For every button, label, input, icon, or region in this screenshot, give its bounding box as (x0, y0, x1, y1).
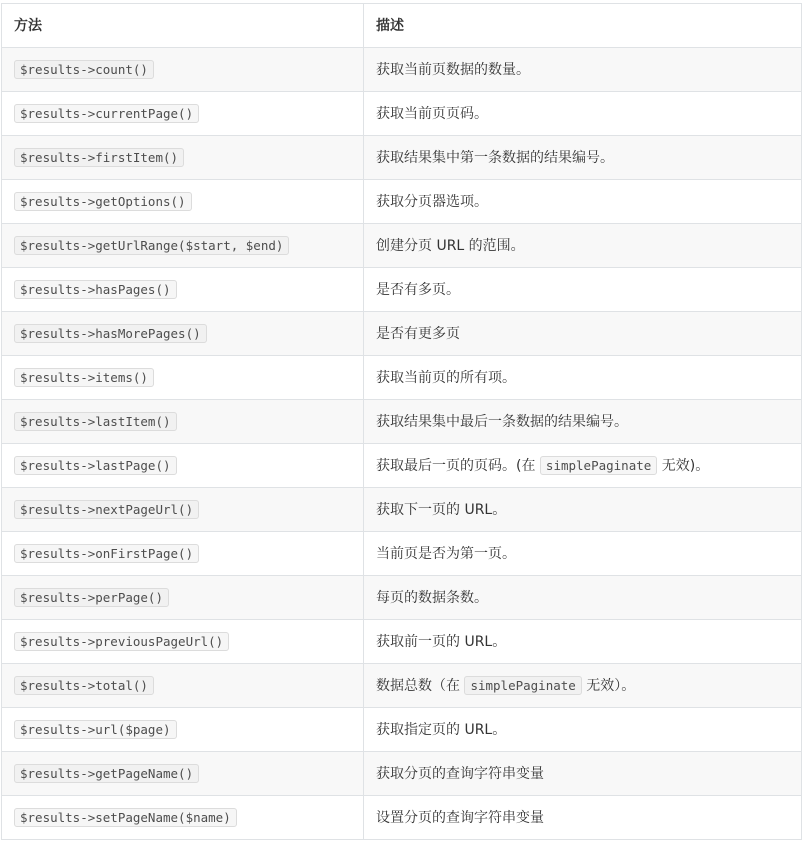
description-text: 获取分页的查询字符串变量 (376, 765, 544, 782)
table-row (2, 180, 802, 224)
method-cell (2, 532, 364, 576)
method-cell (2, 444, 364, 488)
method-code: $results->getPageName() (14, 764, 199, 783)
table-row (2, 444, 802, 488)
method-cell (2, 48, 364, 92)
description-cell (364, 708, 802, 752)
method-cell (2, 620, 364, 664)
method-cell (2, 400, 364, 444)
description-text: 每页的数据条数。 (376, 589, 488, 606)
table-row (2, 752, 802, 796)
method-cell (2, 488, 364, 532)
description-text: 获取结果集中第一条数据的结果编号。 (376, 149, 614, 166)
description-text: 是否有更多页 (376, 325, 460, 342)
description-text: 获取当前页数据的数量。 (376, 61, 530, 78)
method-code: $results->hasMorePages() (14, 324, 207, 343)
description-cell (364, 312, 802, 356)
table-row (2, 664, 802, 708)
method-code: $results->lastItem() (14, 412, 177, 431)
description-text: 获取当前页的所有项。 (376, 369, 516, 386)
table-row (2, 224, 802, 268)
table-row (2, 488, 802, 532)
method-cell (2, 356, 364, 400)
description-text: 获取最后一页的页码。(在 (376, 457, 540, 474)
method-cell (2, 224, 364, 268)
header-method: 方法 (2, 4, 364, 48)
method-code: $results->onFirstPage() (14, 544, 199, 563)
table-body (2, 48, 802, 840)
method-code: $results->previousPageUrl() (14, 632, 229, 651)
description-text: 当前页是否为第一页。 (376, 545, 516, 562)
description-cell (364, 488, 802, 532)
description-cell (364, 796, 802, 840)
table-row (2, 48, 802, 92)
description-text: 获取结果集中最后一条数据的结果编号。 (376, 413, 628, 430)
description-cell (364, 664, 802, 708)
table-header-row (2, 4, 802, 48)
description-text: 无效)。 (657, 457, 710, 474)
method-cell (2, 136, 364, 180)
description-cell (364, 224, 802, 268)
method-code: $results->count() (14, 60, 154, 79)
description-cell (364, 400, 802, 444)
description-cell (364, 180, 802, 224)
method-cell (2, 664, 364, 708)
method-code: $results->currentPage() (14, 104, 199, 123)
description-cell (364, 48, 802, 92)
description-cell (364, 752, 802, 796)
method-cell (2, 268, 364, 312)
method-cell (2, 92, 364, 136)
description-text: 创建分页 URL 的范围。 (376, 237, 525, 254)
method-cell (2, 576, 364, 620)
inline-code: simplePaginate (540, 456, 657, 475)
method-code: $results->setPageName($name) (14, 808, 237, 827)
description-cell (364, 576, 802, 620)
table-row (2, 532, 802, 576)
description-text: 无效）。 (581, 677, 636, 694)
table-row (2, 356, 802, 400)
description-cell (364, 444, 802, 488)
description-text: 数据总数（在 (376, 677, 465, 694)
table-row (2, 136, 802, 180)
method-cell (2, 312, 364, 356)
description-cell (364, 268, 802, 312)
table-row (2, 796, 802, 840)
description-text: 是否有多页。 (376, 281, 460, 298)
description-text: 获取下一页的 URL。 (376, 501, 507, 518)
table-row (2, 576, 802, 620)
description-cell (364, 620, 802, 664)
method-cell (2, 796, 364, 840)
method-code: $results->nextPageUrl() (14, 500, 199, 519)
method-cell (2, 752, 364, 796)
description-text: 获取当前页页码。 (376, 105, 488, 122)
methods-table (1, 3, 802, 840)
method-cell (2, 180, 364, 224)
method-code: $results->hasPages() (14, 280, 177, 299)
table-row (2, 312, 802, 356)
description-text: 获取分页器选项。 (376, 193, 488, 210)
description-cell (364, 532, 802, 576)
description-cell (364, 92, 802, 136)
description-text: 设置分页的查询字符串变量 (376, 809, 544, 826)
method-code: $results->getOptions() (14, 192, 192, 211)
method-code: $results->getUrlRange($start, $end) (14, 236, 289, 255)
method-code: $results->firstItem() (14, 148, 184, 167)
table-row (2, 620, 802, 664)
table-row (2, 400, 802, 444)
method-code: $results->perPage() (14, 588, 169, 607)
description-cell (364, 136, 802, 180)
table-row (2, 92, 802, 136)
method-code: $results->total() (14, 676, 154, 695)
method-code: $results->url($page) (14, 720, 177, 739)
method-code: $results->items() (14, 368, 154, 387)
table-row (2, 268, 802, 312)
method-code: $results->lastPage() (14, 456, 177, 475)
inline-code: simplePaginate (464, 676, 581, 695)
description-cell (364, 356, 802, 400)
table-row (2, 708, 802, 752)
header-description: 描述 (364, 4, 802, 48)
description-text: 获取指定页的 URL。 (376, 721, 507, 738)
method-cell (2, 708, 364, 752)
description-text: 获取前一页的 URL。 (376, 633, 507, 650)
